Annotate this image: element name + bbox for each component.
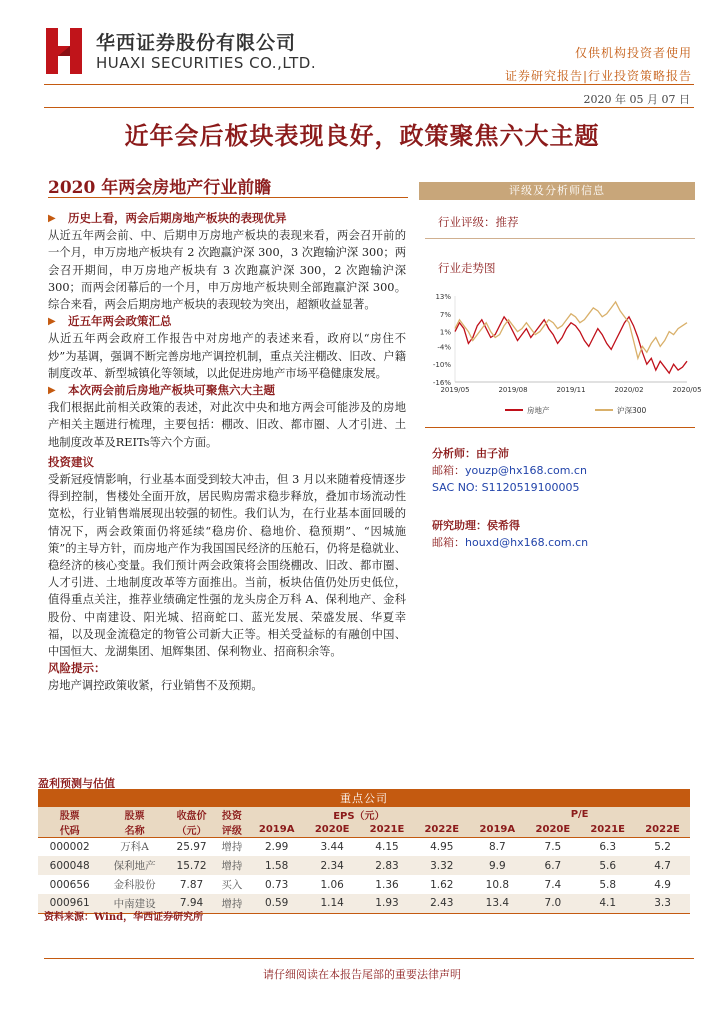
risk-head: 风险提示： xyxy=(48,661,106,676)
table-header-cell: 2019A xyxy=(249,822,305,838)
table-header-cell: 2019A xyxy=(469,822,525,838)
analyst-sac: SAC NO: S1120519100005 xyxy=(432,481,580,494)
table-header-cell: 股票 xyxy=(101,807,167,822)
sidebar-divider xyxy=(425,238,695,239)
table-cell: 1.93 xyxy=(360,894,415,913)
sidebar-header: 评级及分析师信息 xyxy=(419,182,695,200)
email-label: 邮箱： xyxy=(432,536,465,549)
table-cell: 2.83 xyxy=(360,856,415,875)
table-header-cell: 名称 xyxy=(101,822,167,838)
table-header-cell: 评级 xyxy=(215,822,248,838)
industry-rating xyxy=(438,214,519,230)
table-cell: 15.72 xyxy=(168,856,216,875)
company-name-cn: 华西证券股份有限公司 xyxy=(96,32,297,54)
table-cell: 1.36 xyxy=(375,878,399,891)
report-date: 2020 年 05 月 07 日 xyxy=(583,93,690,106)
table-cell: 万科A xyxy=(120,841,149,854)
series-line-real-estate xyxy=(455,317,687,373)
table-header-cell: 2020E xyxy=(525,822,580,838)
table-cell: 2.43 xyxy=(414,894,469,913)
table-cell: 2.34 xyxy=(305,856,360,875)
table-header-cell: 2020E xyxy=(305,822,360,838)
triangle-bullet-icon: ▶ xyxy=(48,385,56,397)
table-cell: 1.06 xyxy=(320,878,344,891)
table-cell: 增持 xyxy=(221,841,243,854)
table-cell: 1.58 xyxy=(249,856,305,875)
table-cell: 1.62 xyxy=(430,878,454,891)
table-header-cell: 投资 xyxy=(215,807,248,822)
table-row xyxy=(38,837,690,856)
trend-chart-label: 行业走势图 xyxy=(438,261,496,275)
table-header-cell: 收盘价 xyxy=(168,807,216,822)
table-row xyxy=(38,875,690,894)
industry-trend-chart xyxy=(425,286,702,428)
section-head xyxy=(48,382,406,399)
assistant-name: 研究助理：侯希得 xyxy=(432,519,520,532)
triangle-bullet-icon: ▶ xyxy=(48,213,56,224)
x-tick-label: 2020/05 xyxy=(672,386,702,394)
section-title: 历史上看，两会后期房地产板块的表现优异 xyxy=(68,211,287,225)
table-cell: 0.59 xyxy=(249,894,305,913)
header-divider xyxy=(44,84,694,85)
table-cell: 保利地产 xyxy=(101,856,167,875)
x-tick-label: 2019/05 xyxy=(440,386,470,394)
y-tick-label: -16% xyxy=(432,379,451,387)
report-type: 证券研究报告|行业投资策略报告 xyxy=(504,69,692,83)
table-cell: 0.73 xyxy=(264,878,289,891)
y-tick-label: -4% xyxy=(437,343,451,352)
table-cell: 25.97 xyxy=(176,840,207,853)
table-header-cell: 股票 xyxy=(38,807,101,822)
table-cell: 3.44 xyxy=(320,840,344,853)
analyst-email-row xyxy=(432,462,587,479)
y-tick-label: 7% xyxy=(439,310,451,319)
table-cell: 10.8 xyxy=(485,878,510,891)
table-cell: 2.99 xyxy=(264,840,289,853)
table-cell: 5.8 xyxy=(599,878,617,891)
section-head xyxy=(48,210,406,227)
table-cell: 4.95 xyxy=(430,840,454,853)
table-cell: 13.4 xyxy=(469,894,525,913)
table-cell: 5.2 xyxy=(654,840,671,853)
table-cell: 3.32 xyxy=(414,856,469,875)
table-cell: 000656 xyxy=(49,878,90,891)
table-cell: 增持 xyxy=(215,894,248,913)
table-header-cell: 2022E xyxy=(414,822,469,838)
section-title: 近五年两会政策汇总 xyxy=(68,314,172,329)
table-cell: 金科股份 xyxy=(113,879,156,891)
section-body: 从近五年两会前、中、后期申万房地产板块的表现来看，两会召开前的一个月，申万房地产板块有 2 次跑赢沪深 300，3 次跑输沪深 300；两会召开期间，申万房地产板块有 3 次跑赢沪深 300，2 次跑输沪深 300；而两会闭幕后的一个月，申万房地产板块则全部跑赢沪深 300。综合来看，两会后期房地产板块的表现较为突出，超额收益显著。 xyxy=(48,229,406,312)
table-cell: 1.14 xyxy=(305,894,360,913)
analyst-info xyxy=(432,445,587,496)
table-source: 资料来源：Wind，华西证券研究所 xyxy=(44,912,204,923)
table-cell: 5.6 xyxy=(580,856,635,875)
subtitle-divider xyxy=(48,197,408,198)
valuation-table xyxy=(38,789,690,914)
table-header-cell: EPS（元） xyxy=(249,807,470,822)
table-cell: 000002 xyxy=(49,840,90,853)
table-cell: 000961 xyxy=(38,894,101,913)
analyst-name: 分析师：由子沛 xyxy=(432,447,509,460)
table-header-cell: 2021E xyxy=(580,822,635,838)
legend-label: 沪深300 xyxy=(617,406,647,415)
table-header-cell: 代码 xyxy=(38,822,101,838)
table-cell: 4.7 xyxy=(635,856,690,875)
assistant-email-row xyxy=(432,534,588,551)
y-tick-label: 1% xyxy=(439,328,451,337)
table-cell: 买入 xyxy=(221,879,243,891)
x-tick-label: 2019/08 xyxy=(498,386,528,394)
table-cell: 4.9 xyxy=(654,878,671,891)
invest-body: 受新冠疫情影响，行业基本面受到较大冲击，但 3 月以来随着疫情逐步得到控制，售楼处全面开放，居民购房需求稳步释放，叠加市场流动性宽松，行业销售端展现出较强的韧性。我们认为，在行业基本面回暖的情况下，两会政策面仍将延续“稳房价、稳地价、稳预期”、“因城施策”的主导方针，而房地产作为我国国民经济的压舱石，仍将是稳就业、稳经济的核心变量。我们预计两会政策将会围绕棚改、旧改、都市圈、人才引进、土地制度改革等方面推出。当前，板块估值仍处历史低位，值得重点关注，推荐业绩确定性强的龙头房企万科 A、保利地产、金科股份、中南建设、阳光城、招商蛇口、蓝光发展、荣盛发展、华夏幸福，以及现金流稳定的物管公司新大正等。相关受益标的有融创中国、中国恒大、龙湖集团、旭辉集团、保利物业、招商积余等。 xyxy=(48,473,406,659)
footer-divider xyxy=(44,958,694,959)
table-cell: 7.94 xyxy=(168,894,216,913)
assistant-email[interactable]: houxd@hx168.com.cn xyxy=(465,536,589,549)
email-label: 邮箱： xyxy=(432,464,465,477)
report-subtitle: 2020 年两会房地产行业前瞻 xyxy=(48,178,272,198)
invest-head: 投资建议 xyxy=(48,454,94,469)
analyst-email[interactable]: youzp@hx168.com.cn xyxy=(465,464,587,477)
report-title: 近年会后板块表现良好，政策聚焦六大主题 xyxy=(124,121,600,150)
table-header-cell: 2022E xyxy=(635,822,690,838)
y-tick-label: -10% xyxy=(432,361,451,370)
section-title: 本次两会前后房地产板块可聚焦六大主题 xyxy=(68,383,275,398)
table-cell: 9.9 xyxy=(469,856,525,875)
table-cell: 600048 xyxy=(38,856,101,875)
table-header-cell: 2021E xyxy=(360,822,415,838)
company-name-en: HUAXI SECURITIES CO.,LTD. xyxy=(96,54,317,72)
huaxi-logo-icon xyxy=(44,26,84,76)
table-header-cell: （元） xyxy=(168,822,216,838)
footer-disclaimer: 请仔细阅读在本报告尾部的重要法律声明 xyxy=(263,968,461,981)
x-tick-label: 2020/02 xyxy=(614,386,644,394)
sidebar-divider-2 xyxy=(425,427,695,428)
series-line-hs300 xyxy=(455,302,687,358)
table-cell: 3.3 xyxy=(635,894,690,913)
section-body: 我们根据此前相关政策的表述，对此次中央和地方两会可能涉及的房地产相关主题进行梳理，主要包括：棚改、旧改、都市圈、人才引进、土地制度改革及REITs等六个方面。 xyxy=(48,401,406,449)
table-header-cell: P/E xyxy=(469,807,690,822)
assistant-info xyxy=(432,517,588,551)
audience-note: 仅供机构投资者使用 xyxy=(574,46,692,60)
risk-body: 房地产调控政策收紧，行业销售不及预期。 xyxy=(48,679,263,693)
table-cell: 7.87 xyxy=(179,878,204,891)
report-body xyxy=(48,210,406,695)
table-cell: 6.3 xyxy=(599,840,617,853)
section-head xyxy=(48,313,406,330)
triangle-bullet-icon: ▶ xyxy=(48,316,56,328)
legend-label: 房地产 xyxy=(527,406,550,415)
header-divider-2 xyxy=(44,107,694,108)
table-cell: 增持 xyxy=(215,856,248,875)
x-tick-label: 2019/11 xyxy=(556,386,586,394)
table-cell: 6.7 xyxy=(525,856,580,875)
table-cell: 8.7 xyxy=(488,840,506,853)
rating-label: 行业评级： xyxy=(438,215,496,229)
table-cell: 4.1 xyxy=(580,894,635,913)
rating-value: 推荐 xyxy=(495,215,519,229)
table-band: 重点公司 xyxy=(38,790,690,807)
table-cell: 7.5 xyxy=(544,840,562,853)
table-cell: 7.0 xyxy=(525,894,580,913)
table-cell: 4.15 xyxy=(375,840,399,853)
y-tick-label: 13% xyxy=(435,293,451,301)
table-title: 盈利预测与估值 xyxy=(38,777,115,790)
table-cell: 中南建设 xyxy=(101,894,167,913)
table-row xyxy=(38,856,690,875)
section-body: 从近五年两会政府工作报告中对房地产的表述来看，政府以“房住不炒”为基调，强调不断完善房地产调控机制，重点关注棚改、旧改、户籍制度改革、新型城镇化等领域，以此促进房地产市场平稳健康发展。 xyxy=(48,332,406,380)
table-cell: 7.4 xyxy=(544,878,562,891)
